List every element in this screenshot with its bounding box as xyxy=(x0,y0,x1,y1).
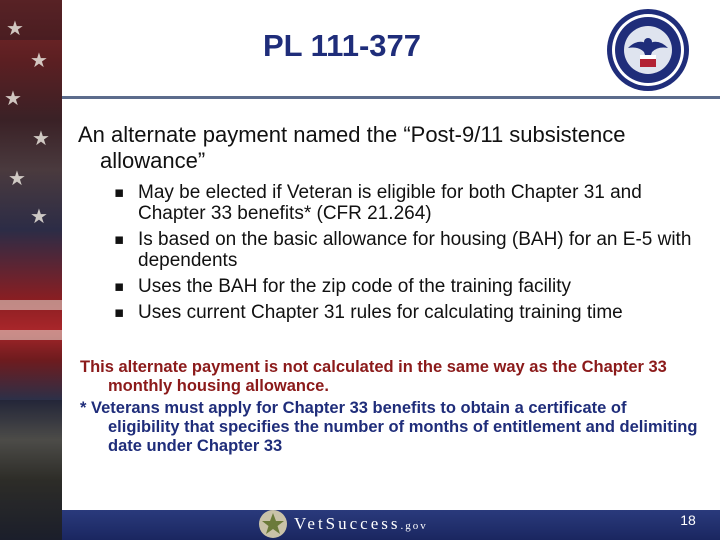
title-divider xyxy=(62,96,720,99)
sub-bullet-text: Uses current Chapter 31 rules for calculating training time xyxy=(138,302,623,323)
va-seal-icon xyxy=(606,8,690,92)
vetsuccess-star-icon xyxy=(258,509,288,539)
note-blue: * Veterans must apply for Chapter 33 benefits to obtain a certificate of eligibility that specifies the number of months of entitlement and delimiting date under Chapter 33 xyxy=(80,399,698,455)
strip-shade xyxy=(0,400,62,540)
list-item xyxy=(78,229,698,271)
star-icon: ★ xyxy=(6,16,24,40)
slide-content xyxy=(78,122,698,331)
square-bullet-icon: ▪ xyxy=(114,303,125,321)
main-bullet: An alternate payment named the “Post-9/11 subsistence allowance” xyxy=(78,122,626,173)
star-icon: ★ xyxy=(8,166,26,190)
page-number: 18 xyxy=(680,512,696,528)
flag-stripe xyxy=(0,300,62,310)
square-bullet-icon: ▪ xyxy=(114,230,125,248)
square-bullet-icon: ▪ xyxy=(114,277,125,295)
star-icon: ★ xyxy=(30,48,48,72)
decorative-flag-strip xyxy=(0,0,62,540)
square-bullet-icon: ▪ xyxy=(114,183,125,201)
star-icon: ★ xyxy=(4,86,22,110)
star-icon: ★ xyxy=(32,126,50,150)
footer-brand: VetSuccess.gov xyxy=(294,514,428,533)
sub-bullet-text: Uses the BAH for the zip code of the training facility xyxy=(138,276,571,297)
list-item xyxy=(78,302,698,323)
note-red: This alternate payment is not calculated in the same way as the Chapter 33 monthly housing allowance. xyxy=(80,358,667,395)
sub-bullet-text: Is based on the basic allowance for housing (BAH) for an E-5 with dependents xyxy=(138,229,692,271)
notes-block xyxy=(80,358,700,456)
flag-stripe xyxy=(0,330,62,340)
star-icon: ★ xyxy=(30,204,48,228)
list-item xyxy=(78,182,698,224)
list-item xyxy=(78,276,698,297)
sub-bullet-list xyxy=(78,182,698,323)
slide-title: PL 111-377 xyxy=(262,28,421,63)
vetsuccess-logo[interactable] xyxy=(258,508,458,540)
sub-bullet-text: May be elected if Veteran is eligible for both Chapter 31 and Chapter 33 benefits* (CFR 21.264) xyxy=(138,182,642,224)
